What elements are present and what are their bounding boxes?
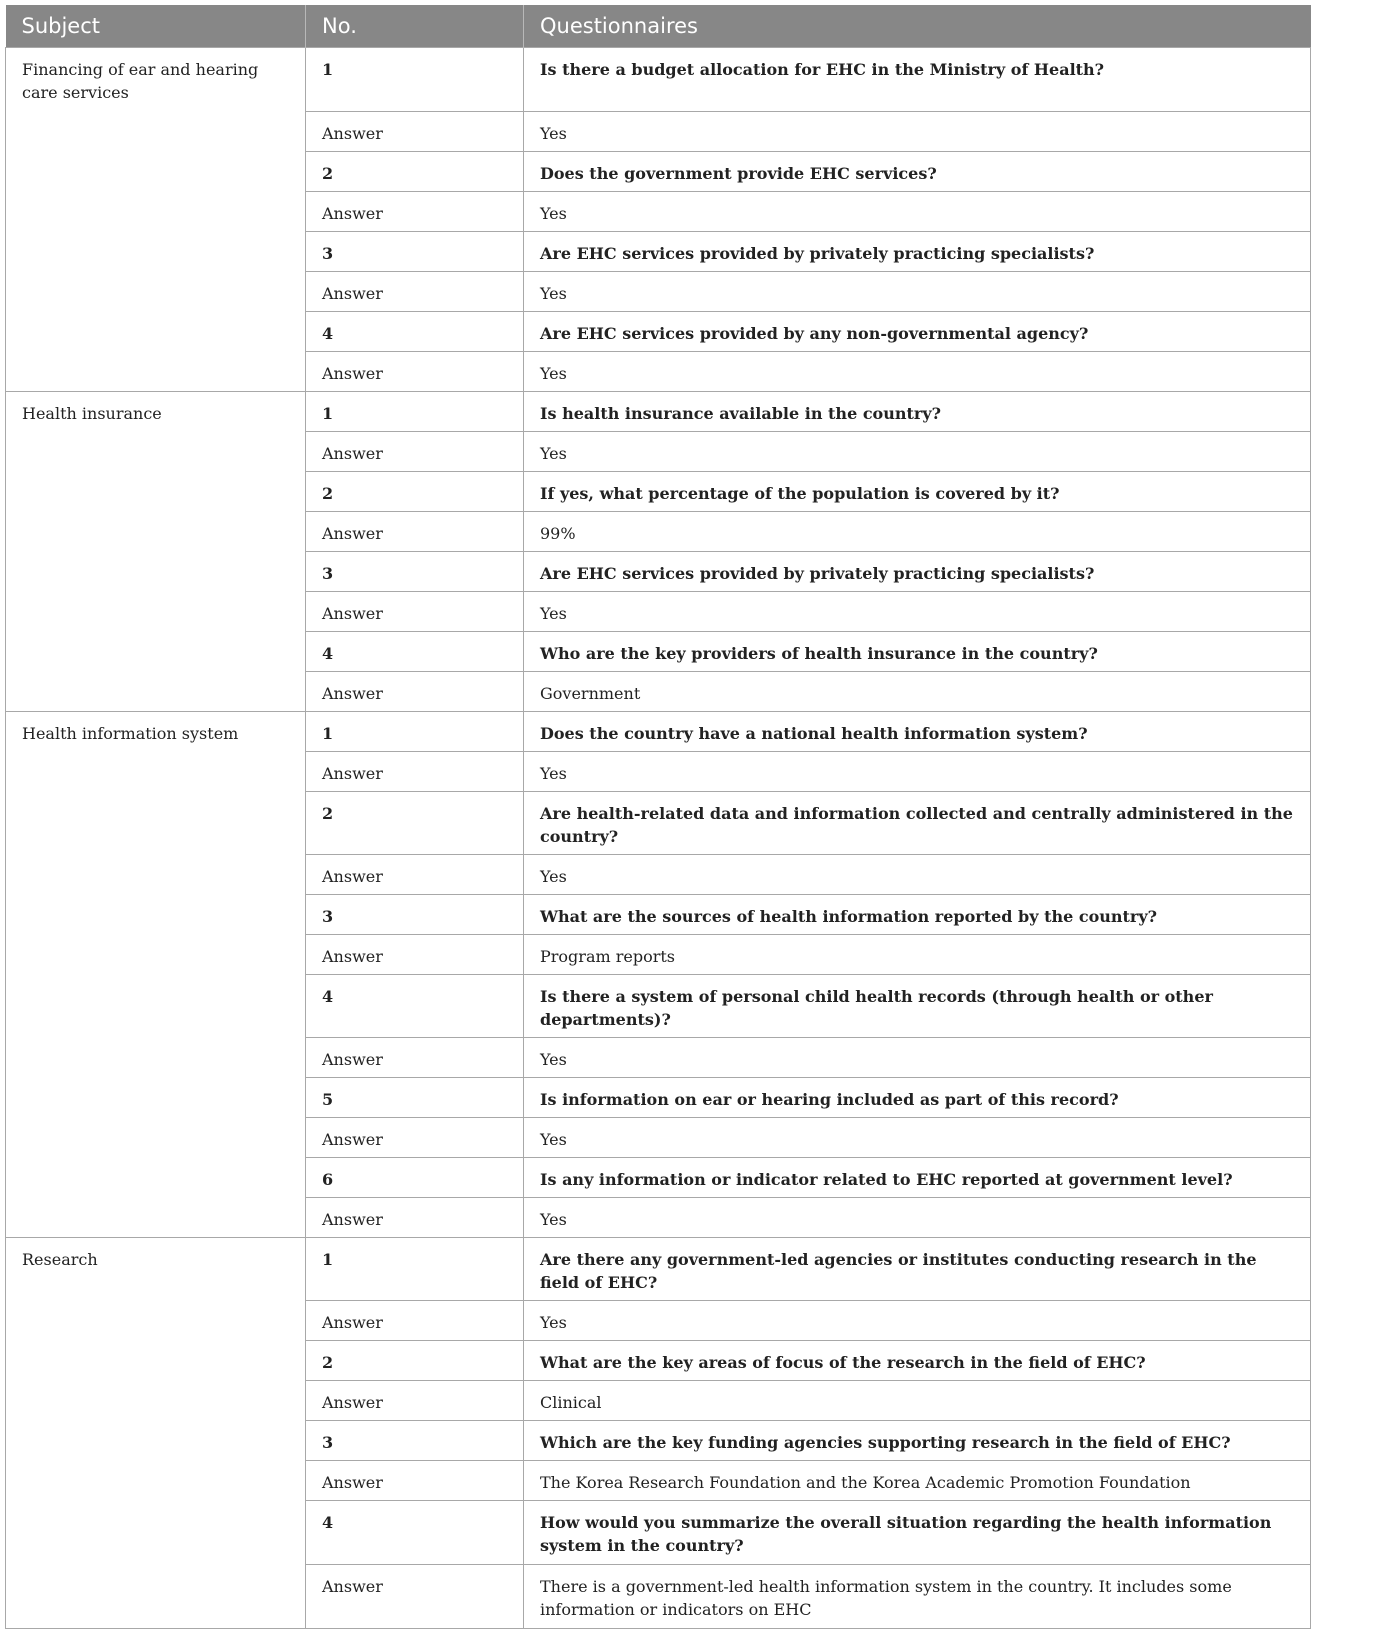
header-questionnaires: Questionnaires [524,5,1311,48]
answer-text: Yes [524,1198,1311,1238]
subject-cell: Health insurance [6,392,306,712]
question-text: Who are the key providers of health insurance in the country? [524,632,1311,672]
questionnaire-table-container [5,5,1310,1629]
table-row [6,48,1311,112]
answer-text: Yes [524,855,1311,895]
question-number: 2 [306,472,524,512]
question-text: What are the key areas of focus of the research in the field of EHC? [524,1341,1311,1381]
table-row [6,1238,1311,1301]
answer-label: Answer [306,855,524,895]
question-text: Is health insurance available in the country? [524,392,1311,432]
answer-text: The Korea Research Foundation and the Korea Academic Promotion Foundation [524,1461,1311,1501]
answer-label: Answer [306,592,524,632]
question-text: Are EHC services provided by any non-governmental agency? [524,312,1311,352]
question-text: How would you summarize the overall situation regarding the health information system in the country? [524,1501,1311,1565]
question-text: Are there any government-led agencies or institutes conducting research in the field of EHC? [524,1238,1311,1301]
question-number: 1 [306,712,524,752]
answer-text: Yes [524,432,1311,472]
answer-label: Answer [306,752,524,792]
answer-label: Answer [306,432,524,472]
subject-cell: Financing of ear and hearing care services [6,48,306,392]
question-number: 4 [306,312,524,352]
question-number: 4 [306,1501,524,1565]
answer-text: Yes [524,1038,1311,1078]
answer-label: Answer [306,935,524,975]
question-number: 3 [306,232,524,272]
answer-text: Government [524,672,1311,712]
answer-label: Answer [306,1198,524,1238]
answer-label: Answer [306,352,524,392]
header-no: No. [306,5,524,48]
question-text: Are EHC services provided by privately practicing specialists? [524,552,1311,592]
answer-label: Answer [306,112,524,152]
question-text: Is any information or indicator related to EHC reported at government level? [524,1158,1311,1198]
answer-text: Yes [524,192,1311,232]
answer-label: Answer [306,192,524,232]
answer-text: Yes [524,1301,1311,1341]
question-number: 4 [306,975,524,1038]
table-body [6,48,1311,1629]
question-text: Are EHC services provided by privately practicing specialists? [524,232,1311,272]
answer-label: Answer [306,512,524,552]
question-text: Are health-related data and information collected and centrally administered in the country? [524,792,1311,855]
question-text: Is there a budget allocation for EHC in the Ministry of Health? [524,48,1311,112]
question-number: 2 [306,1341,524,1381]
question-number: 2 [306,792,524,855]
answer-text: Yes [524,592,1311,632]
question-text: Is information on ear or hearing included as part of this record? [524,1078,1311,1118]
question-text: Does the government provide EHC services? [524,152,1311,192]
table-row [6,392,1311,432]
question-text: Which are the key funding agencies supporting research in the field of EHC? [524,1421,1311,1461]
questionnaire-table [5,5,1311,1629]
question-number: 3 [306,552,524,592]
question-text: Does the country have a national health information system? [524,712,1311,752]
answer-label: Answer [306,1461,524,1501]
header-subject: Subject [6,5,306,48]
question-number: 6 [306,1158,524,1198]
table-row [6,712,1311,752]
question-text: What are the sources of health information reported by the country? [524,895,1311,935]
subject-cell: Health information system [6,712,306,1238]
question-text: If yes, what percentage of the population is covered by it? [524,472,1311,512]
answer-label: Answer [306,1565,524,1629]
question-number: 3 [306,1421,524,1461]
question-number: 2 [306,152,524,192]
question-number: 3 [306,895,524,935]
answer-label: Answer [306,1301,524,1341]
question-number: 1 [306,392,524,432]
subject-cell: Research [6,1238,306,1629]
answer-text: 99% [524,512,1311,552]
answer-label: Answer [306,1381,524,1421]
answer-text: Yes [524,1118,1311,1158]
question-number: 4 [306,632,524,672]
answer-text: There is a government-led health information system in the country. It includes some information or indicators on EHC [524,1565,1311,1629]
answer-text: Yes [524,752,1311,792]
answer-label: Answer [306,272,524,312]
question-text: Is there a system of personal child health records (through health or other departments)? [524,975,1311,1038]
answer-text: Clinical [524,1381,1311,1421]
answer-label: Answer [306,672,524,712]
table-header [6,5,1311,48]
answer-text: Yes [524,272,1311,312]
answer-text: Yes [524,112,1311,152]
answer-text: Yes [524,352,1311,392]
answer-text: Program reports [524,935,1311,975]
question-number: 5 [306,1078,524,1118]
question-number: 1 [306,1238,524,1301]
question-number: 1 [306,48,524,112]
answer-label: Answer [306,1038,524,1078]
answer-label: Answer [306,1118,524,1158]
